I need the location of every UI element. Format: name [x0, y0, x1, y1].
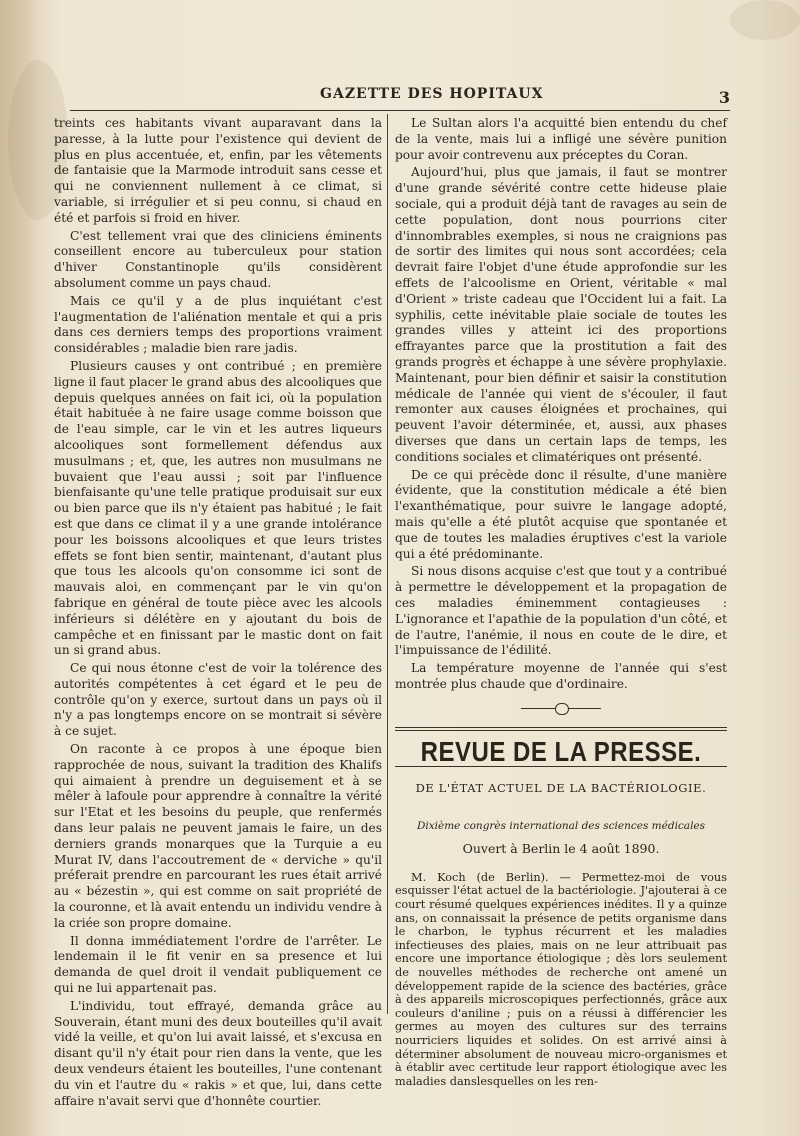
- section-rule: [395, 727, 727, 731]
- page-header: [70, 86, 730, 108]
- article-body: M. Koch (de Berlin). — Permettez-moi de vous esquisser l'état actuel de la bactériologie. J'ajouterai à ce court résumé quelques expériences inédites. Il y a quinze ans, on connaissait la présence de petits organisme dans le charbon, le typhus récurrent et les maladies infectieuses des plaies, mais on ne leur attribuait pas encore une importance étiologique ; dès lors seulement de nouvelles méthodes de recherche ont amené un développement rapide de la science des bactéries, grâce à des appareils microscopiques perfectionnés, grâce aux couleurs d'aniline ; puis on a réussi à différencier les germes au moyen des cultures sur des terrains nourriciers liquides et solides. On est arrivé ainsi à déterminer absolument de nouveau micro-organismes et à établir avec certitude leur rapport étiologique avec les maladies danslesquelles on les ren-: [395, 870, 727, 1088]
- paragraph: Ce qui nous étonne c'est de voir la tolérence des autorités compétentes à cet égard et le peu de contrôle qu'on y exerce, surtout dans un pays où il n'y a pas longtemps encore on se montrait si sévère à ce sujet.: [54, 661, 382, 739]
- paragraph: Le Sultan alors l'a acquitté bien entendu du chef de la vente, mais lui a infligé une sévère punition pour avoir contrevenu aux préceptes du Coran.: [395, 116, 727, 162]
- page-number: 3: [718, 88, 730, 107]
- paragraph: C'est tellement vrai que des cliniciens éminents conseillent encore au tuberculeux pour station d'hiver Constantinople qu'ils considèrent absolument comme un pays chaud.: [54, 228, 382, 290]
- paragraph: treints ces habitants vivant auparavant dans la paresse, à la lutte pour l'existence qui devient de plus en plus accentuée, et, enfin, par les vêtements de fantaisie que la Marmode introduit sans cesse et qui ne conviennent nullement à ce climat, si variable, si irrégulier et si peu connu, si chaud en été et parfois si froid en hiver.: [54, 116, 382, 225]
- paragraph: On raconte à ce propos à une époque bien rapprochée de nous, suivant la tradition des Khalifs qui aimaient à prendre un deguisement et à se mêler à lafoule pour apprendre à connaître la vérité sur l'Etat et les besoins du peuple, que renfermés dans leur palais ne peuvent jamais le faire, un des derniers grands monarques que la Turquie a eu Murat IV, dans l'accoutrement de « derviche » qu'il préferait prendre en parcourant les rues était arrivé au « bézestin », qui est comme on sait propriété de la couronne, et là avait entendu un individu vendre à la criée son propre domaine.: [54, 742, 382, 930]
- paragraph: Il donna immédiatement l'ordre de l'arrêter. Le lendemain il le fit venir en sa presence et lui demanda de quel droit il vendait publiquement ce qui ne lui appartenait pas.: [54, 933, 382, 996]
- paragraph: La température moyenne de l'année qui s'est montrée plus chaude que d'ordinaire.: [395, 661, 727, 691]
- running-title: GAZETTE DES HOPITAUX: [320, 86, 544, 102]
- congress-date: Ouvert à Berlin le 4 août 1890.: [462, 841, 660, 857]
- paragraph: De ce qui précède donc il résulte, d'une manière évidente, que la constitution médicale a été bien l'exanthématique, pour suivre le langage adopté, mais qu'elle a été plutôt acquise que spontanée et que de toutes les maladies éruptives c'est la variole qui a été prédominante.: [395, 467, 727, 561]
- paragraph: Si nous disons acquise c'est que tout y a contribué à permettre le développement et la propagation de ces maladies éminemment contagieuses : L'ignorance et l'apathie de la population d'un côté, et de l'autre, l'anémie, il nous en coute de le dire, et l'impuissance de l'édilité.: [395, 564, 727, 658]
- article-title: DE L'ÉTAT ACTUEL DE LA BACTÉRIOLOGIE.: [415, 781, 707, 796]
- paper-stain: [730, 0, 800, 40]
- paragraph: Aujourd'hui, plus que jamais, il faut se montrer d'une grande sévérité contre cette hideuse plaie sociale, qui a produit déjà tant de ravages au sein de cette population, dont nous pourrions citer d'innombrables exemples, si nous ne craignions pas de sortir des limites qui nous sont accordées; cela devrait faire l'objet d'une étude approfondie sur les effets de l'alcoolisme en Orient, véritable « mal d'Orient » triste cadeau que l'Occident lui a fait. La syphilis, cette inévitable plaie sociale de toutes les grandes villes y atteint ici des proportions effrayantes parce que la prostitution a fait des grands progrès et échappe à une sévère prophylaxie. Maintenant, pour bien définir et saisir la constitution médicale de l'année qui vient de s'écouler, il faut remonter aux causes éloignées et prochaines, qui peuvent l'avoir déterminée, et, aussi, aux phases diverses que dans un certain laps de temps, les conditions sociales et climatériques ont présenté.: [395, 165, 727, 464]
- header-rule: [70, 110, 730, 111]
- section-title: REVUE DE LA PRESSE.: [420, 736, 702, 768]
- ornament-divider: [521, 703, 601, 713]
- paragraph: Mais ce qu'il y a de plus inquiétant c'est l'augmentation de l'aliénation mentale et qui a pris dans ces derniers temps des proportions vraiment considérables ; maladie bien rare jadis.: [54, 293, 382, 356]
- congress-title: Dixième congrès international des sciences médicales: [416, 820, 706, 833]
- paragraph: L'individu, tout effrayé, demanda grâce au Souverain, étant muni des deux bouteilles qu'il avait vidé la veille, et qu'on lui avait laissé, et s'excusa en disant qu'il n'y était pour rien dans la vente, que les deux vendeurs étaient les bouteilles, l'une contenant du vin et l'autre du « rakis » et que, lui, dans cette affaire n'avait servi que d'honnête courtier.: [54, 998, 382, 1108]
- paragraph: Plusieurs causes y ont contribué ; en première ligne il faut placer le grand abus des alcooliques que depuis quelques années on fait ici, où la population était habituée à ne faire usage comme boisson que de l'eau simple, car le vin et les autres liqueurs alcooliques sont formellement défendus aux musulmans ; et, que, les autres non musulmans ne buvaient que l'eau aussi ; soit par l'influence bienfaisante qu'une telle pratique produisait sur eux ou bien parce que ils n'y étaient pas habitué ; le fait est que dans ce climat il y a une grande intolérance pour les boissons alcooliques et que leurs tristes effets se font bien sentir, maintenant, d'autant plus que tous les alcools qu'on consomme ici sont de mauvais aloi, en commençant par le vin qu'on fabrique en général de toute pièce avec les alcools inférieurs si délétère en y ajoutant du bois de campêche et en finissant par le mastic dont on fait un si grand abus.: [54, 358, 382, 658]
- column-divider: [387, 114, 388, 1014]
- left-column: [54, 116, 382, 1111]
- right-column: [395, 116, 727, 1090]
